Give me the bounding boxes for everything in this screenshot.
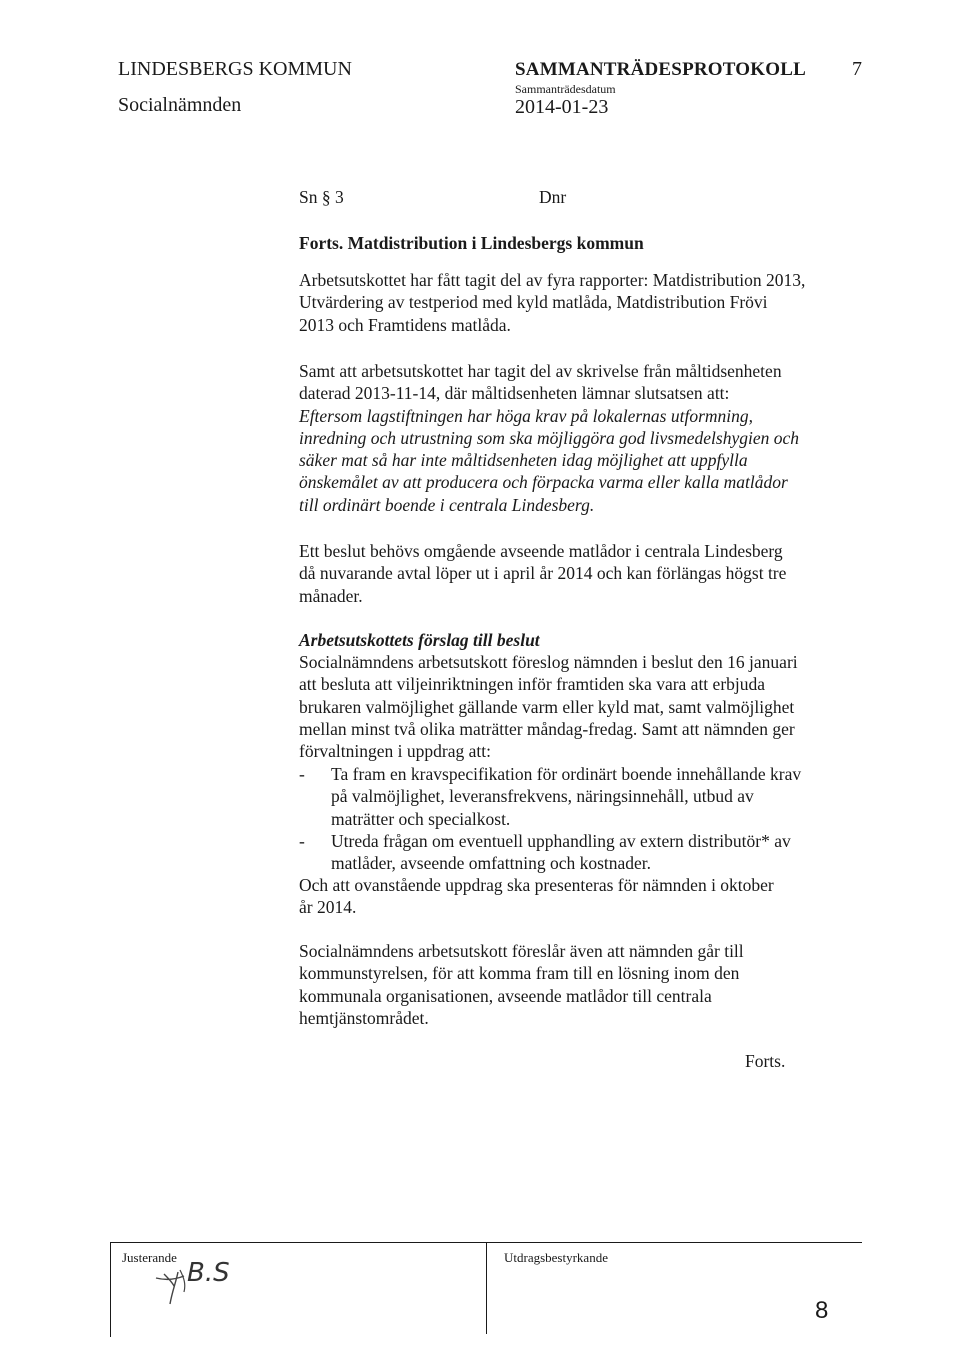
utdragsbestyrkande-label: Utdragsbestyrkande: [504, 1250, 608, 1265]
text-line: Och att ovanstående uppdrag ska presenteras för nämnden i oktober: [299, 875, 774, 895]
text-line: Utvärdering av testperiod med kyld matlåda, Matdistribution Frövi: [299, 292, 768, 313]
text-line: kommunala organisationen, avseende matlådor till centrala: [299, 985, 712, 1006]
text-line: förvaltningen i uppdrag att:: [299, 741, 491, 762]
paragraph-decision-needed: [299, 540, 899, 607]
text-line: kommunstyrelsen, för att komma fram till en lösning inom den: [299, 963, 740, 984]
text-line: Arbetsutskottet har fått tagit del av fyra rapporter: Matdistribution 2013,: [299, 270, 806, 290]
paragraph-presentation: [299, 874, 899, 919]
proposal-heading: Arbetsutskottets förslag till beslut: [299, 630, 540, 650]
paragraph-kommunstyrelsen: [299, 940, 899, 1029]
signature-initials: B.S: [187, 1258, 230, 1288]
text-line: Utreda frågan om eventuell upphandling av extern distributör* av: [331, 831, 791, 851]
text-line: mellan minst två olika maträtter måndag-fredag. Samt att nämnden ger: [299, 718, 795, 739]
text-line: på valmöjlighet, leveransfrekvens, näringsinnehåll, utbud av: [331, 786, 754, 807]
text-line: maträtter och specialkost.: [331, 808, 511, 829]
paragraph-reports: [299, 269, 899, 336]
continued-label: Forts.: [745, 1051, 786, 1071]
text-line: år 2014.: [299, 897, 357, 918]
text-line: Socialnämndens arbetsutskott föreslog nämnden i beslut den 16 januari: [299, 652, 798, 672]
quote-line: inredning och utrustning som ska möjliggöra god livsmedelshygien och: [299, 427, 799, 448]
quote-line: säker mat så har inte måltidsenheten idag möjlighet att uppfylla: [299, 450, 748, 471]
text-line: daterad 2013-11-14, där måltidsenheten lämnar slutsatsen att:: [299, 383, 730, 404]
paragraph-reference: Sn § 3: [299, 187, 344, 207]
footer-left-border: [110, 1242, 111, 1337]
text-line: matlåder, avseende omfattning och kostnader.: [331, 853, 652, 874]
text-line: då nuvarande avtal löper ut i april år 2014 och kan förlängas högst tre: [299, 563, 787, 584]
justerande-label: Justerande: [122, 1250, 177, 1265]
sheet-number: 8: [815, 1297, 829, 1324]
page-number: 7: [852, 58, 862, 80]
section-heading: Forts. Matdistribution i Lindesbergs kommun: [299, 233, 644, 253]
text-line: Socialnämndens arbetsutskott föreslår även att nämnden går till: [299, 941, 744, 961]
municipality-name: LINDESBERGS KOMMUN: [118, 58, 352, 80]
dnr-label: Dnr: [539, 187, 567, 207]
date-label: Sammanträdesdatum: [515, 82, 616, 96]
document-title: SAMMANTRÄDESPROTOKOLL: [515, 59, 806, 80]
quote-line: önskemålet av att producera och förpacka varma eller kalla matlådor: [299, 472, 788, 493]
footer-divider: [486, 1242, 487, 1334]
text-line: 2013 och Framtidens matlåda.: [299, 314, 511, 335]
text-line: hemtjänstområdet.: [299, 1007, 429, 1028]
text-line: Ett beslut behövs omgående avseende matlådor i centrala Lindesberg: [299, 541, 783, 561]
paragraph-proposal: [299, 651, 899, 762]
text-line: Samt att arbetsutskottet har tagit del av skrivelse från måltidsenheten: [299, 361, 782, 381]
bullet-dash: -: [299, 831, 305, 851]
text-line: Ta fram en kravspecifikation för ordinärt boende innehållande krav: [331, 764, 802, 784]
quote-line: Eftersom lagstiftningen har höga krav på lokalernas utformning,: [299, 405, 754, 426]
quote-line: till ordinärt boende i centrala Lindesberg.: [299, 494, 595, 515]
text-line: månader.: [299, 585, 363, 606]
bullet-dash: -: [299, 764, 305, 784]
paragraph-writing: [299, 360, 899, 516]
text-line: brukaren valmöjlighet gällande varm eller kyld mat, samt valmöjlighet: [299, 696, 795, 717]
text-line: att besluta att viljeinriktningen inför framtiden ska vara att erbjuda: [299, 674, 766, 695]
meeting-date: 2014-01-23: [515, 96, 609, 118]
department-name: Socialnämnden: [118, 94, 242, 116]
